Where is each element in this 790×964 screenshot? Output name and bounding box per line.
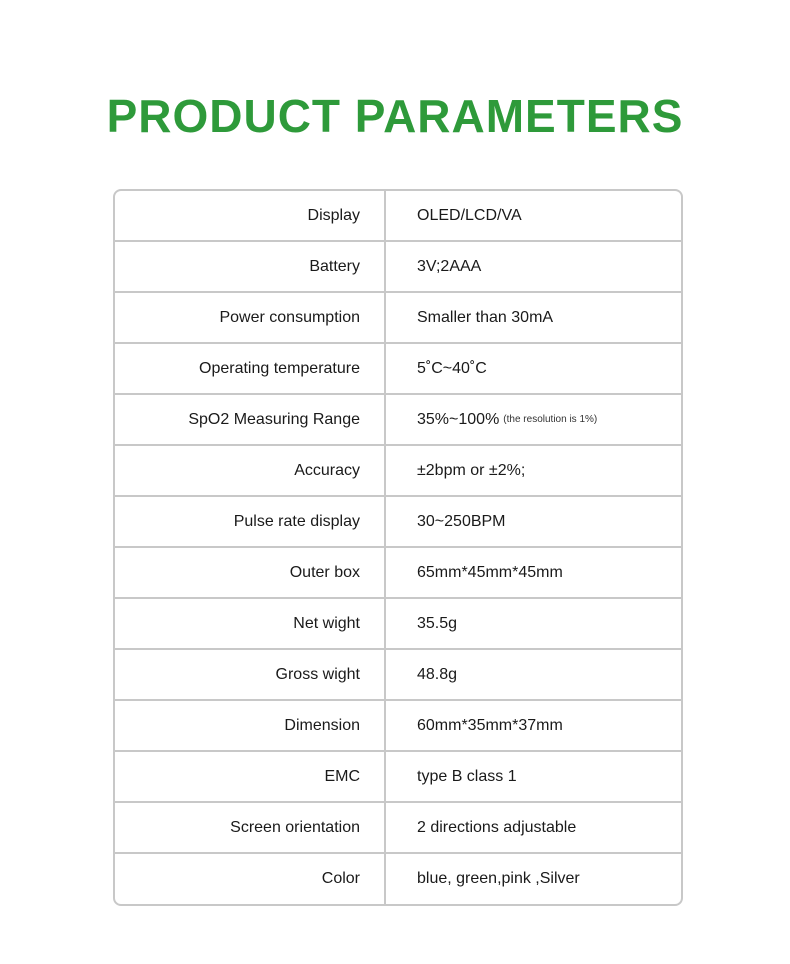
row-value — [386, 650, 681, 699]
row-value — [386, 752, 681, 801]
table-row-operating-temperature — [115, 344, 681, 395]
row-label: Pulse rate display — [115, 497, 386, 546]
row-value — [386, 242, 681, 291]
table-row-accuracy — [115, 446, 681, 497]
row-value — [386, 395, 681, 444]
row-label: Dimension — [115, 701, 386, 750]
row-label: Color — [115, 854, 386, 904]
table-row-net-weight — [115, 599, 681, 650]
row-label: Screen orientation — [115, 803, 386, 852]
row-value — [386, 854, 681, 904]
row-value-text: OLED/LCD/VA — [417, 206, 522, 224]
parameters-table — [113, 189, 683, 906]
table-row-pulse-rate-display — [115, 497, 681, 548]
table-row-emc — [115, 752, 681, 803]
table-row-gross-weight — [115, 650, 681, 701]
row-value-text: 3V;2AAA — [417, 257, 482, 275]
row-value-text: blue, green,pink ,Silver — [417, 870, 580, 887]
row-label: SpO2 Measuring Range — [115, 395, 386, 444]
row-label: Display — [115, 191, 386, 240]
row-label: Battery — [115, 242, 386, 291]
row-value — [386, 191, 681, 240]
page-title: PRODUCT PARAMETERS — [106, 90, 684, 142]
table-row-screen-orientation — [115, 803, 681, 854]
row-value-note: (the resolution is 1%) — [503, 414, 598, 425]
row-value — [386, 344, 681, 393]
row-value-text: 65mm*45mm*45mm — [417, 563, 563, 581]
table-row-battery — [115, 242, 681, 293]
row-label: Accuracy — [115, 446, 386, 495]
row-label: Outer box — [115, 548, 386, 597]
row-value — [386, 497, 681, 546]
row-value — [386, 599, 681, 648]
row-value — [386, 446, 681, 495]
row-value — [386, 701, 681, 750]
row-value — [386, 293, 681, 342]
row-value-text: 35%~100% — [417, 410, 500, 428]
row-value — [386, 803, 681, 852]
row-value-text: type B class 1 — [417, 767, 517, 785]
row-value-text: Smaller than 30mA — [417, 308, 554, 326]
row-label: EMC — [115, 752, 386, 801]
table-row-spo2-range — [115, 395, 681, 446]
row-value-text: 48.8g — [417, 665, 458, 683]
row-value-text: 2 directions adjustable — [417, 818, 577, 836]
row-value-text: ±2bpm or ±2%; — [417, 461, 526, 479]
table-row-outer-box — [115, 548, 681, 599]
table-row-dimension — [115, 701, 681, 752]
row-label: Gross wight — [115, 650, 386, 699]
row-label: Net wight — [115, 599, 386, 648]
table-row-display — [115, 191, 681, 242]
row-value — [386, 548, 681, 597]
row-label: Power consumption — [115, 293, 386, 342]
row-value-text: 35.5g — [417, 614, 458, 632]
table-row-color — [115, 854, 681, 904]
row-value-text: 30~250BPM — [417, 512, 506, 530]
row-value-text: 5˚C~40˚C — [417, 359, 487, 377]
table-row-power-consumption — [115, 293, 681, 344]
row-value-text: 60mm*35mm*37mm — [417, 716, 563, 734]
row-label: Operating temperature — [115, 344, 386, 393]
